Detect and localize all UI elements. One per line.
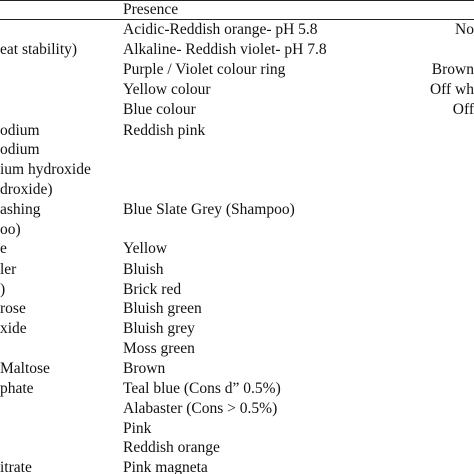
top-rule — [0, 0, 474, 1]
presence-cell: Purple / Violet colour ring — [123, 61, 286, 78]
test-name-cell: ashing — [0, 201, 41, 218]
absence-cell: No — [455, 21, 474, 38]
test-name-cell: odium — [0, 122, 40, 139]
test-name-cell: ler — [0, 261, 17, 278]
presence-cell: Bluish green — [123, 300, 202, 317]
test-name-cell: oo) — [0, 221, 21, 238]
absence-cell: Off wh — [429, 81, 474, 98]
header-presence: Presence — [123, 1, 179, 18]
presence-cell: Yellow — [123, 240, 168, 257]
presence-cell: Bluish — [123, 261, 164, 278]
absence-cell: Brown — [431, 61, 474, 78]
test-name-cell: xide — [0, 320, 27, 337]
test-name-cell: ) — [0, 281, 6, 298]
presence-cell: Pink — [123, 420, 152, 437]
test-name-cell: eat stability) — [0, 41, 78, 58]
presence-cell: Alabaster (Cons > 0.5%) — [123, 400, 278, 417]
test-name-cell: ium hydroxide — [0, 161, 91, 178]
test-name-cell: droxide) — [0, 181, 53, 198]
presence-cell: Alkaline- Reddish violet- pH 7.8 — [123, 41, 327, 58]
presence-cell: Blue colour — [123, 101, 196, 118]
presence-cell: Yellow colour — [123, 81, 211, 98]
absence-cell: Off — [452, 101, 474, 118]
presence-cell: Brick red — [123, 281, 182, 298]
test-name-cell: e — [0, 240, 7, 257]
presence-cell: Reddish orange — [123, 439, 220, 456]
presence-cell: Reddish pink — [123, 122, 206, 139]
test-name-cell: odium — [0, 141, 40, 158]
presence-cell: Moss green — [123, 340, 195, 357]
test-name-cell: rose — [0, 300, 26, 317]
presence-cell: Acidic-Reddish orange- pH 5.8 — [123, 21, 318, 38]
presence-cell: Bluish grey — [123, 320, 195, 337]
presence-cell: Teal blue (Cons d” 0.5%) — [123, 380, 281, 397]
test-name-cell: itrate — [0, 459, 32, 474]
presence-cell: Brown — [123, 360, 166, 377]
test-name-cell: Maltose — [0, 360, 50, 377]
test-name-cell: phate — [0, 380, 34, 397]
presence-cell: Blue Slate Grey (Shampoo) — [123, 201, 295, 218]
presence-cell: Pink magneta — [123, 459, 208, 474]
